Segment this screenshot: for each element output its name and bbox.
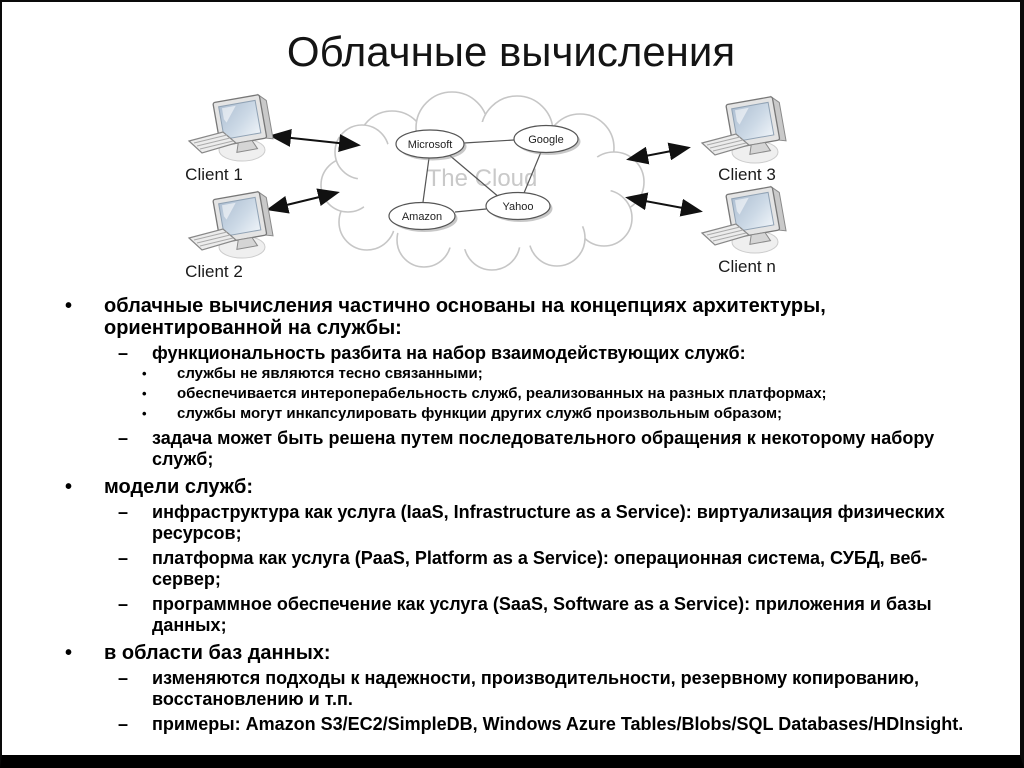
list-item-text: функциональность разбита на набор взаимодействующих служб:	[152, 343, 746, 363]
bullet-icon: •	[142, 406, 147, 421]
client-n-label: Client n	[718, 257, 776, 276]
list-item-text: задача может быть решена путем последовательного обращения к некоторому набору служб;	[152, 428, 935, 469]
svg-text:Yahoo: Yahoo	[502, 201, 534, 213]
list-item-text: платформа как услуга (PaaS, Platform as a Service): операционная система, СУБД, веб-сервер;	[152, 548, 928, 589]
slide-body	[62, 295, 970, 735]
list-item	[62, 384, 970, 404]
dash-icon: –	[118, 594, 129, 614]
list-item-text: в области баз данных:	[104, 642, 331, 664]
list-item	[62, 548, 970, 590]
list-item-text: изменяются подходы к надежности, производительности, резервному копированию, восстановлению и т.п.	[152, 668, 919, 709]
list-item	[62, 343, 970, 364]
dash-icon: –	[118, 668, 129, 688]
bullet-icon: •	[65, 642, 73, 664]
list-item	[62, 428, 970, 470]
list-item	[62, 295, 970, 339]
list-item-text: облачные вычисления частично основаны на концепциях архитектуры, ориентированной на службы:	[104, 295, 826, 339]
list-item	[62, 404, 970, 424]
list-item	[62, 642, 970, 664]
dash-icon: –	[118, 502, 129, 522]
list-item-text: примеры: Amazon S3/EC2/SimpleDB, Windows Azure Tables/Blobs/SQL Databases/HDInsight.	[152, 714, 964, 734]
list-item	[62, 668, 970, 710]
cloud-computing-diagram	[152, 90, 832, 285]
svg-text:Microsoft: Microsoft	[407, 139, 453, 151]
svg-text:Google: Google	[528, 134, 564, 146]
bullet-icon: •	[142, 386, 147, 401]
slide-title: Облачные вычисления	[286, 28, 736, 75]
dash-icon: –	[118, 428, 129, 448]
svg-text:Amazon: Amazon	[401, 211, 443, 223]
list-item	[62, 594, 970, 636]
client-2-computer-icon	[189, 191, 274, 258]
client-1-label: Client 1	[185, 165, 243, 184]
client-3-label: Client 3	[718, 165, 776, 184]
list-item	[62, 502, 970, 544]
client-2-label: Client 2	[185, 262, 243, 281]
list-item	[62, 476, 970, 498]
list-item-text: службы не являются тесно связанными;	[177, 365, 483, 382]
bullet-icon: •	[65, 295, 73, 317]
bullet-icon: •	[142, 366, 147, 381]
list-item-text: программное обеспечение как услуга (SaaS, Software as a Service): приложения и базы данных;	[152, 594, 932, 635]
client-3-computer-icon	[702, 96, 787, 163]
list-item-text: модели служб:	[104, 476, 253, 498]
list-item-text: инфраструктура как услуга (IaaS, Infrastructure as a Service): виртуализация физических ресурсов;	[152, 502, 945, 543]
list-item-text: службы могут инкапсулировать функции других служб произвольным образом;	[177, 405, 783, 422]
list-item	[62, 364, 970, 384]
dash-icon: –	[118, 548, 129, 568]
client-n-computer-icon	[702, 186, 787, 253]
bullet-icon: •	[65, 476, 73, 498]
client-1-computer-icon	[189, 94, 274, 161]
list-item	[62, 714, 970, 735]
dash-icon: –	[118, 343, 129, 363]
dash-icon: –	[118, 714, 129, 734]
cloud-label: The Cloud	[426, 165, 538, 192]
list-item-text: обеспечивается интероперабельность служб, реализованных на разных платформах;	[177, 385, 827, 402]
